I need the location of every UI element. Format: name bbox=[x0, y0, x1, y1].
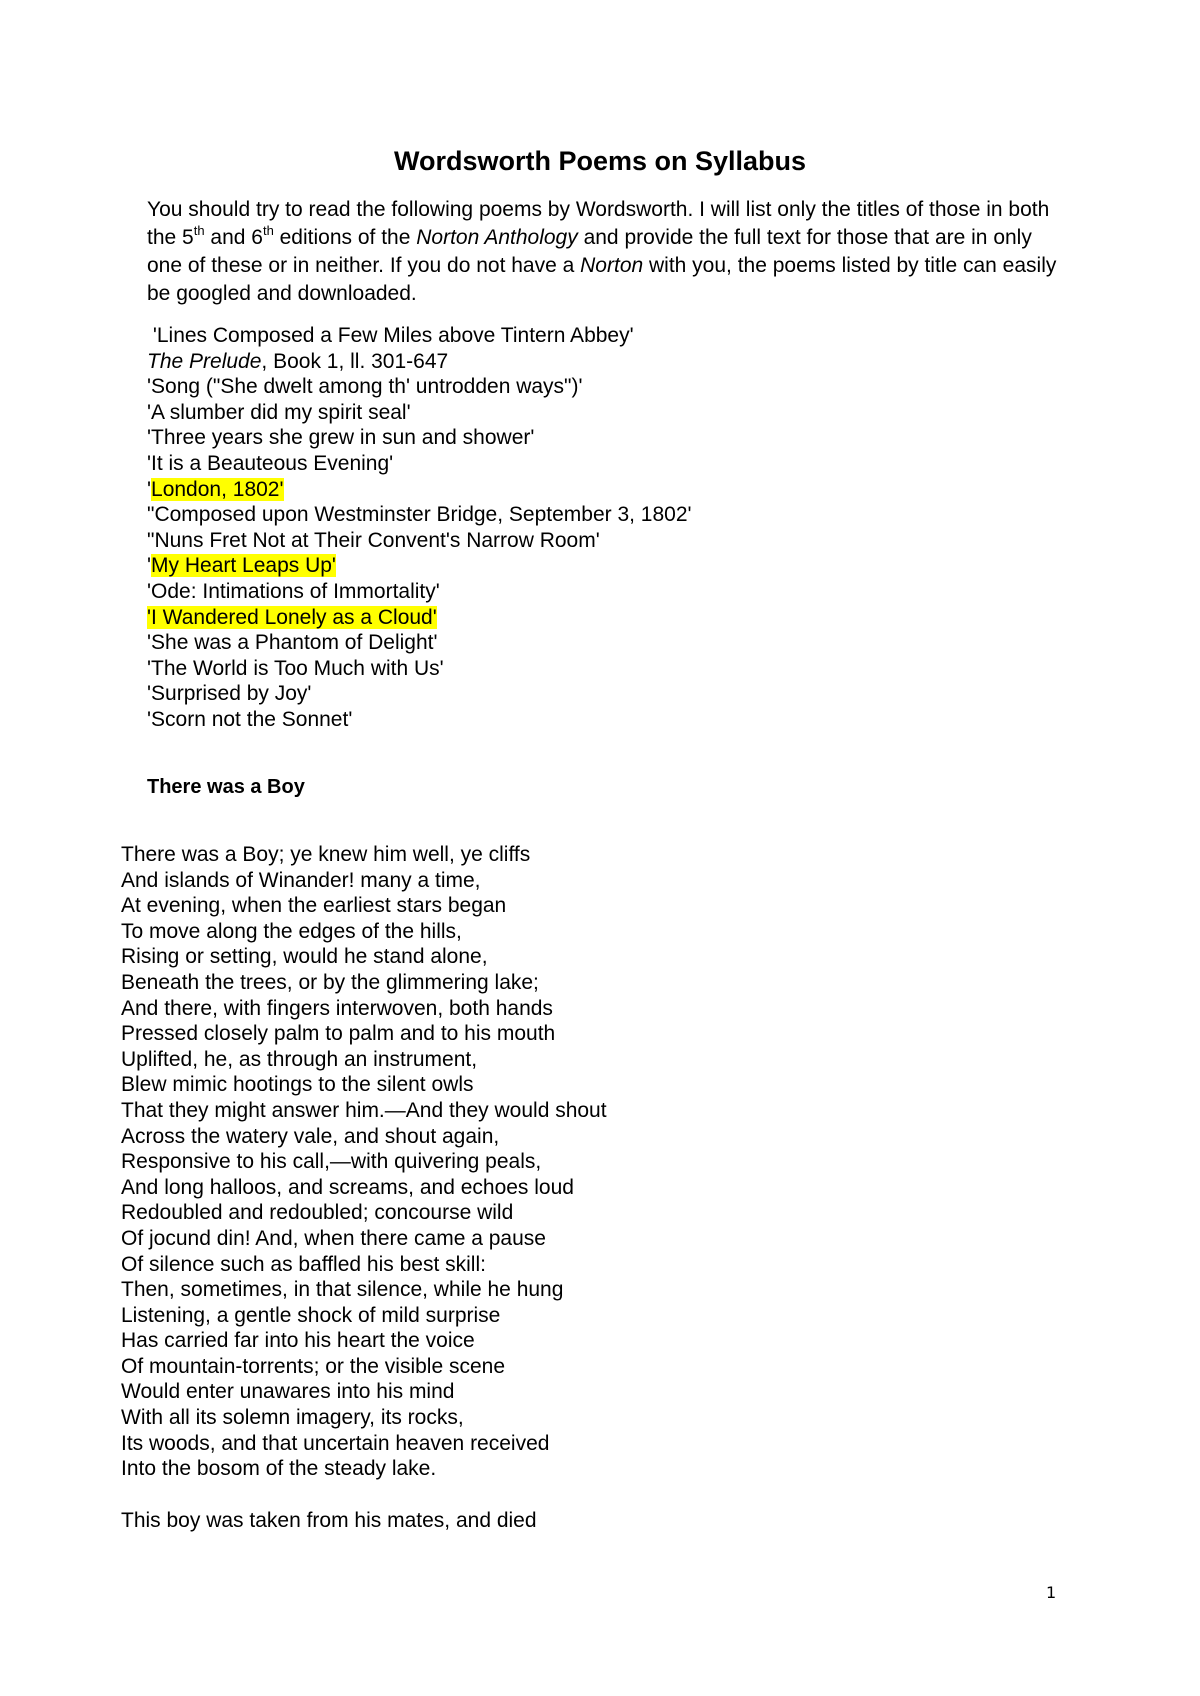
list-item: 'Surprised by Joy' bbox=[147, 682, 312, 706]
list-item bbox=[147, 605, 692, 631]
poem-line: Has carried far into his heart the voice bbox=[121, 1329, 475, 1353]
list-item: 'The World is Too Much with Us' bbox=[147, 656, 444, 680]
norton-anthology-italic: Norton Anthology bbox=[416, 226, 578, 249]
poem-line: Redoubled and redoubled; concourse wild bbox=[121, 1201, 514, 1225]
list-item: "Nuns Fret Not at Their Convent's Narrow Room' bbox=[147, 528, 600, 552]
poem-line: Rising or setting, would he stand alone, bbox=[121, 945, 488, 969]
section-heading: There was a Boy bbox=[147, 776, 305, 798]
page-title: Wordsworth Poems on Syllabus bbox=[393, 146, 807, 176]
poem-line: Responsive to his call,—with quivering peals, bbox=[121, 1150, 542, 1174]
poem-title-list bbox=[147, 323, 692, 733]
poem-line: Pressed closely palm to palm and to his mouth bbox=[121, 1022, 556, 1046]
list-item bbox=[147, 553, 692, 579]
poem-line: With all its solemn imagery, its rocks, bbox=[121, 1406, 464, 1430]
list-item: 'Three years she grew in sun and shower' bbox=[147, 426, 535, 450]
poem-line: Listening, a gentle shock of mild surprise bbox=[121, 1303, 501, 1327]
poem-line: Uplifted, he, as through an instrument, bbox=[121, 1047, 478, 1071]
page-number: 1 bbox=[1046, 1583, 1057, 1602]
list-item: 'Ode: Intimations of Immortality' bbox=[147, 579, 440, 603]
poem-continuation-line: This boy was taken from his mates, and died bbox=[121, 1509, 537, 1532]
superscript-th-1: th bbox=[193, 223, 205, 238]
list-item bbox=[147, 477, 692, 503]
intro-text-5: with you, the poems listed by title can easily be googled and downloaded. bbox=[147, 254, 1057, 305]
poem-line: Across the watery vale, and shout again, bbox=[121, 1124, 500, 1148]
list-item: 'A slumber did my spirit seal' bbox=[147, 400, 411, 424]
intro-text-2: and 6 bbox=[204, 226, 263, 249]
list-item: 'Scorn not the Sonnet' bbox=[147, 707, 353, 731]
intro-text-4: and provide the full text for those that are in only one of these or in neither. If you do not have a bbox=[147, 226, 1032, 277]
poem-line: That they might answer him.—And they would shout bbox=[121, 1098, 607, 1122]
list-item: 'Song ("She dwelt among th' untrodden ways")' bbox=[147, 375, 583, 399]
poem-line: At evening, when the earliest stars began bbox=[121, 894, 507, 918]
poem-line: Of silence such as baffled his best skill: bbox=[121, 1252, 486, 1276]
list-item: 'It is a Beauteous Evening' bbox=[147, 451, 394, 475]
highlighted-title: London, 1802' bbox=[151, 477, 284, 501]
poem-line: There was a Boy; ye knew him well, ye cliffs bbox=[121, 843, 531, 866]
poem-line: Beneath the trees, or by the glimmering lake; bbox=[121, 970, 539, 994]
list-item bbox=[147, 349, 692, 375]
poem-line: Blew mimic hootings to the silent owls bbox=[121, 1073, 474, 1097]
intro-paragraph bbox=[147, 196, 1067, 308]
poem-line: Would enter unawares into his mind bbox=[121, 1380, 455, 1404]
poem-line: Its woods, and that uncertain heaven received bbox=[121, 1431, 550, 1455]
poem-line: And islands of Winander! many a time, bbox=[121, 868, 481, 892]
poem-line: Into the bosom of the steady lake. bbox=[121, 1457, 437, 1481]
highlighted-title: 'I Wandered Lonely as a Cloud' bbox=[147, 605, 437, 629]
intro-text-3: editions of the bbox=[273, 226, 417, 249]
superscript-th-2: th bbox=[262, 223, 274, 238]
quote-mark: ' bbox=[147, 554, 152, 578]
poem-line: And long halloos, and screams, and echoes loud bbox=[121, 1175, 574, 1199]
poem-line: Then, sometimes, in that silence, while he hung bbox=[121, 1278, 564, 1302]
poem-line: Of mountain-torrents; or the visible scene bbox=[121, 1354, 506, 1378]
poem-line: And there, with fingers interwoven, both hands bbox=[121, 996, 553, 1020]
highlighted-title: My Heart Leaps Up' bbox=[151, 554, 336, 578]
poem-text bbox=[121, 842, 607, 1482]
poem-line: Of jocund din! And, when there came a pause bbox=[121, 1226, 546, 1250]
prelude-detail: , Book 1, ll. 301-647 bbox=[261, 349, 449, 373]
poem-line: To move along the edges of the hills, bbox=[121, 919, 462, 943]
norton-italic: Norton bbox=[580, 254, 644, 277]
prelude-italic: The Prelude bbox=[147, 349, 262, 373]
intro-text-1: You should try to read the following poems by Wordsworth. I will list only the titles of those in both the 5 bbox=[147, 198, 1050, 249]
quote-mark: ' bbox=[147, 477, 152, 501]
list-item: 'Lines Composed a Few Miles above Tintern Abbey' bbox=[147, 324, 634, 347]
list-item: 'She was a Phantom of Delight' bbox=[147, 631, 438, 655]
list-item: "Composed upon Westminster Bridge, September 3, 1802' bbox=[147, 503, 692, 527]
